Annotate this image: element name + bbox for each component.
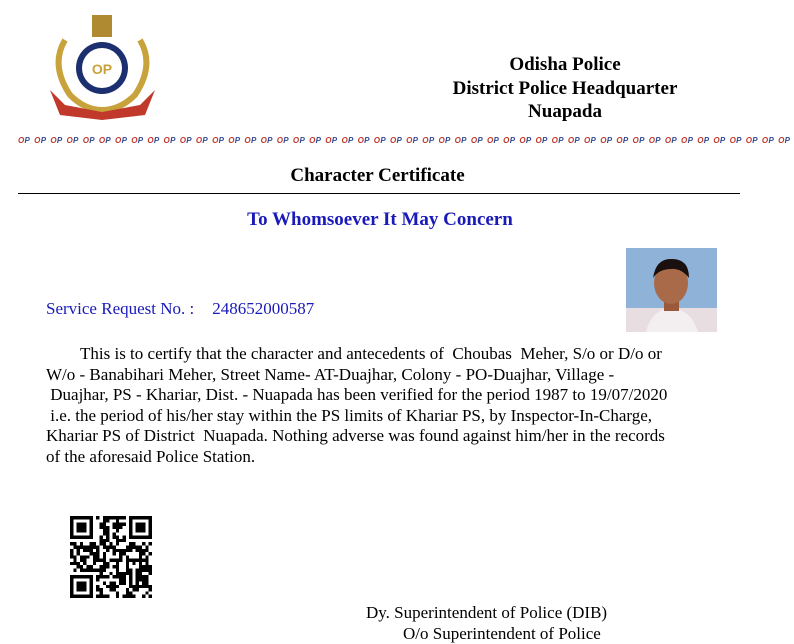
body-line: of the aforesaid Police Station. [46,446,256,466]
op-mark: OP [66,136,79,145]
op-mark: OP [406,136,419,145]
body-line: This is to certify that the character and antecedents of Choubas Meher, S/o or D/o or [46,344,662,363]
qr-code [70,516,152,598]
op-mark: OP [729,136,742,145]
signatory-designation: Dy. Superintendent of Police (DIB) [366,603,608,622]
op-mark: OP [260,136,273,145]
op-mark: OP [422,136,435,145]
op-mark: OP [131,136,144,145]
title-divider [18,193,740,194]
op-mark: OP [648,136,661,145]
signatory-office: O/o Superintendent of Police [403,624,601,643]
op-mark: OP [325,136,338,145]
op-mark: OP [503,136,516,145]
service-request-label: Service Request No. : [46,299,195,318]
header-org: Odisha Police [509,54,621,75]
certificate-title: Character Certificate [290,165,465,186]
op-mark: OP [115,136,128,145]
op-mark: OP [632,136,645,145]
op-mark: OP [697,136,710,145]
op-mark: OP [341,136,354,145]
body-line: W/o - Banabihari Meher, Street Name- AT-Duajhar, Colony - PO-Duajhar, Village - [46,364,615,384]
op-mark: OP [438,136,451,145]
op-mark: OP [616,136,629,145]
op-mark: OP [82,136,95,145]
service-request-number: 248652000587 [212,299,315,318]
op-mark: OP [212,136,225,145]
op-mark: OP [195,136,209,145]
op-mark: OP [664,136,678,145]
op-mark: OP [567,136,581,145]
body-line: Duajhar, PS - Khariar, Dist. - Nuapada has been verified for the period 1987 to 19/07/2020 [46,385,668,404]
header-office: District Police Headquarter [452,78,678,99]
op-mark: OP [244,136,257,145]
op-mark: OP [357,136,370,145]
op-mark: OP [228,136,241,145]
op-mark: OP [147,136,160,145]
applicant-photo [626,248,717,332]
op-mark: OP [98,136,112,145]
odisha-police-emblem [45,10,160,120]
op-mark: OP [681,136,694,145]
salutation: To Whomsoever It May Concern [247,209,513,230]
op-mark: OP [745,136,758,145]
op-mark: OP [600,136,613,145]
header-district: Nuapada [528,101,602,122]
op-mark: OP [163,136,176,145]
op-mark: OP [389,136,403,145]
op-mark: OP [470,136,483,145]
op-pattern-border [18,136,791,148]
op-mark: OP [713,136,726,145]
op-mark: OP [34,136,47,145]
op-mark: OP [373,136,386,145]
op-mark: OP [18,136,31,145]
certificate-body [46,344,746,467]
service-request [46,299,314,319]
op-mark: OP [454,136,467,145]
op-mark: OP [179,136,192,145]
op-mark: OP [778,136,791,145]
svg-text:OP: OP [91,61,113,77]
op-mark: OP [584,136,597,145]
op-mark: OP [292,136,306,145]
op-mark: OP [309,136,322,145]
op-mark: OP [551,136,564,145]
op-mark: OP [276,136,289,145]
op-mark: OP [535,136,548,145]
op-mark: OP [486,136,500,145]
op-mark: OP [519,136,532,145]
op-mark: OP [761,136,775,145]
body-line: Khariar PS of District Nuapada. Nothing adverse was found against him/her in the records [46,426,665,445]
body-line: i.e. the period of his/her stay within the PS limits of Khariar PS, by Inspector-In-Charge, [46,405,653,425]
op-mark: OP [50,136,63,145]
